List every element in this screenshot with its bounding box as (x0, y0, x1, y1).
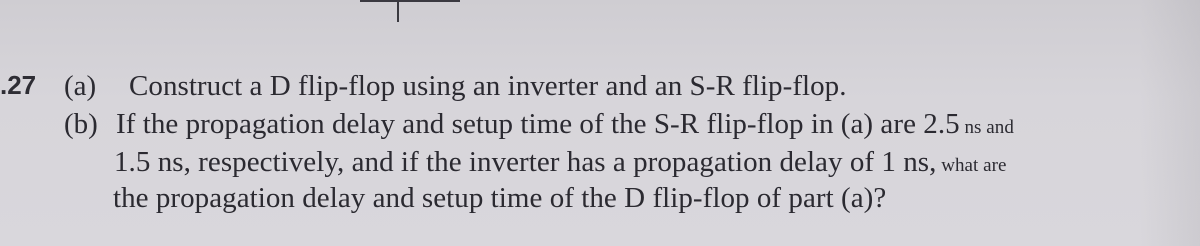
table-rule-tick (397, 0, 399, 22)
part-b-line-1-small: ns and (959, 117, 1014, 138)
part-b-line-2-main: 1.5 ns, respectively, and if the inverter has a propagation delay of 1 ns, (114, 146, 937, 178)
part-b-line-1 (116, 108, 1014, 141)
part-b-line-2 (114, 146, 1007, 179)
part-b-line-3: the propagation delay and setup time of the D flip-flop of part (a)? (113, 182, 887, 214)
problem-number: .27 (0, 70, 37, 100)
part-b-label: (b) (64, 108, 98, 140)
page-shadow (1140, 0, 1200, 246)
part-a-text: Construct a D flip-flop using an inverter and an S-R flip-flop. (129, 70, 847, 102)
part-a-label: (a) (64, 70, 97, 102)
table-rule-fragment (360, 0, 460, 2)
part-b-line-1-main: If the propagation delay and setup time of the S-R flip-flop in (a) are 2.5 (116, 108, 960, 140)
part-b-line-2-small: what are (936, 155, 1007, 176)
